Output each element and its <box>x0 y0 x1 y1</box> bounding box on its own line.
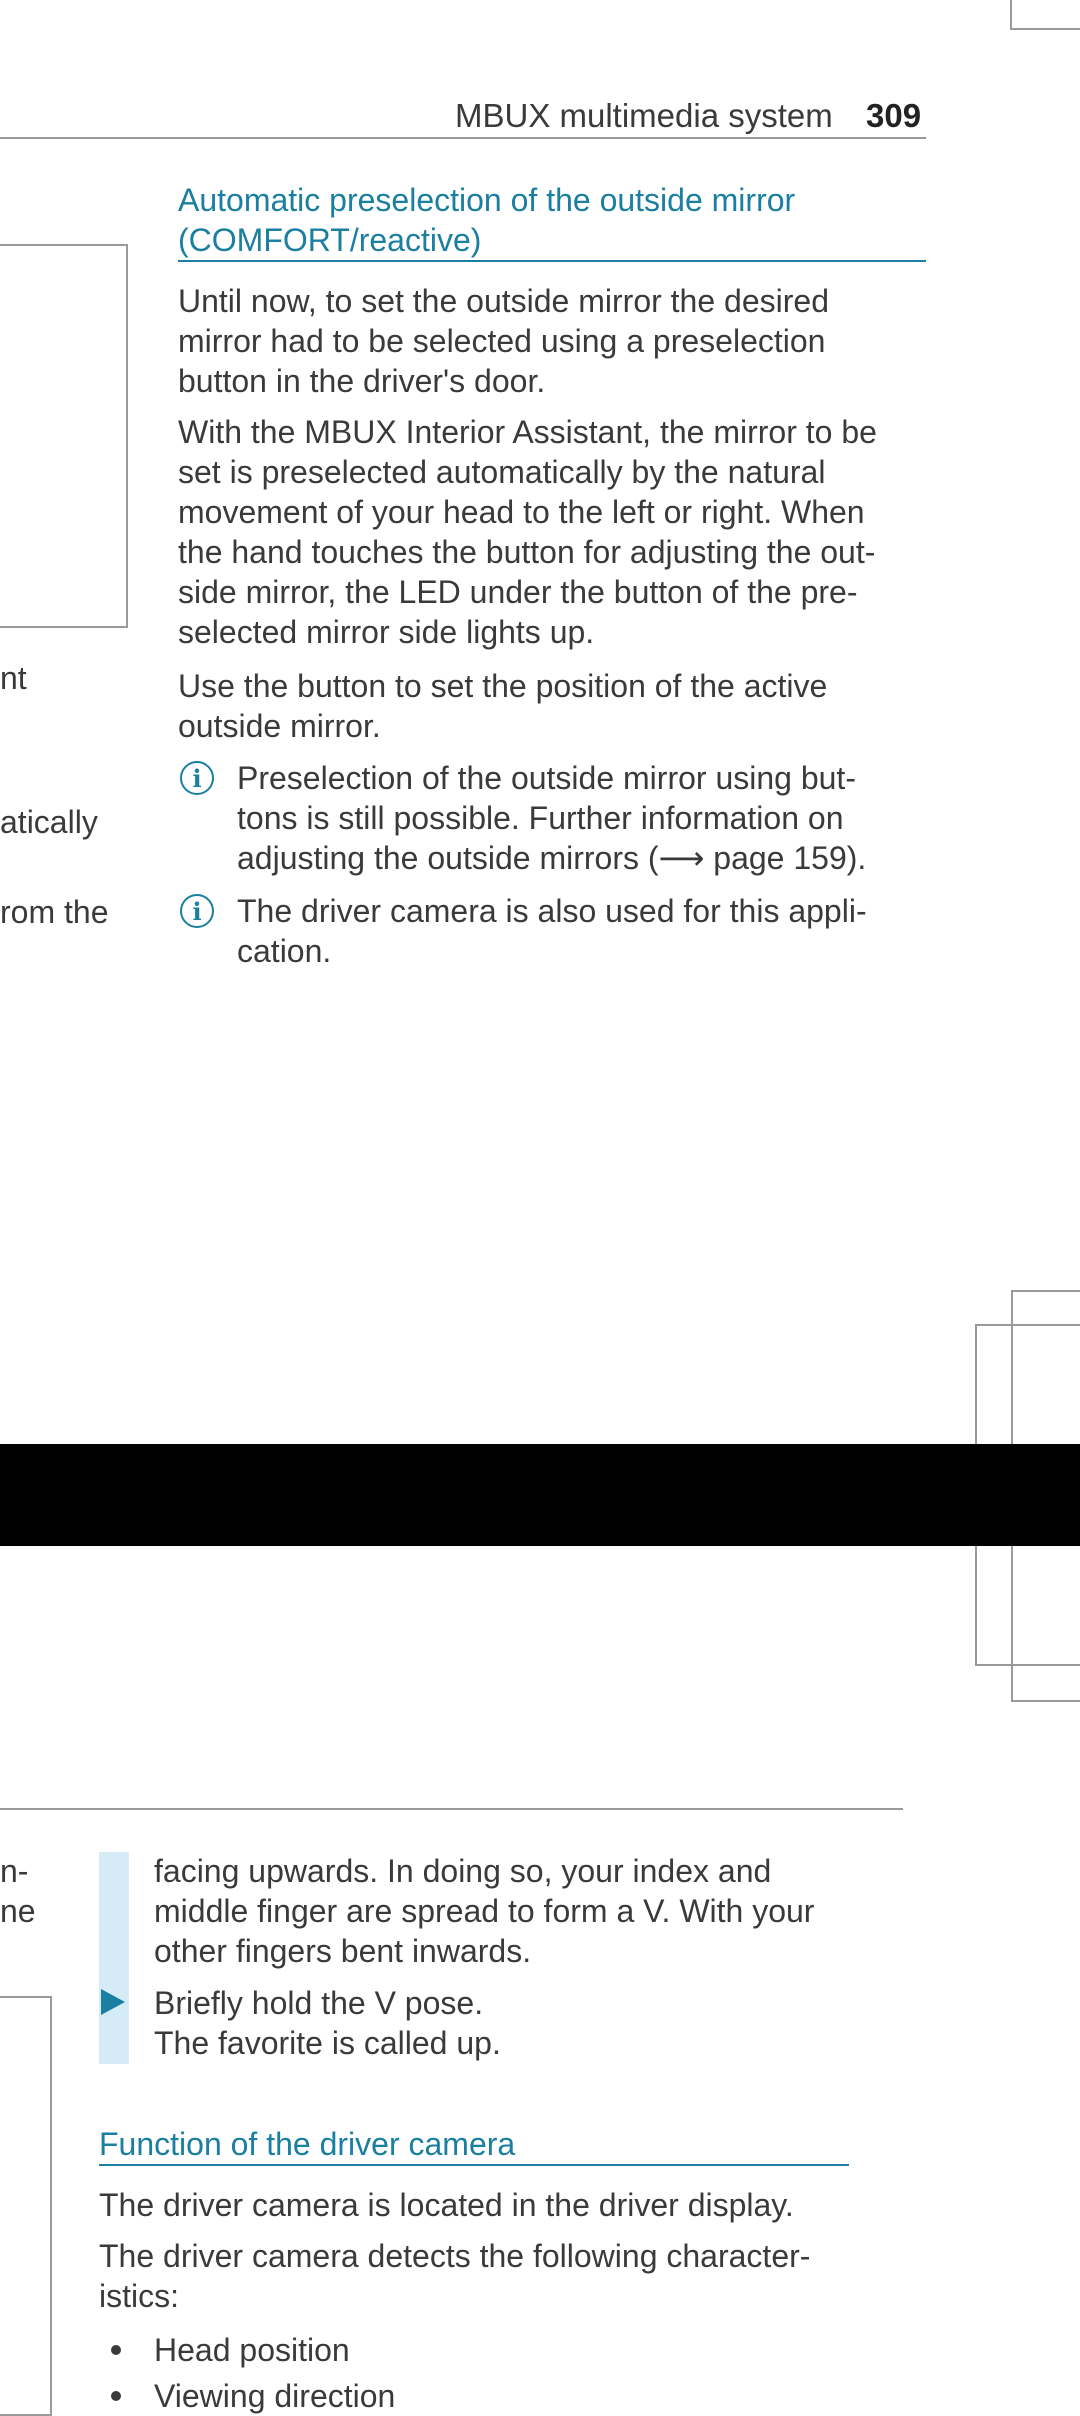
page-separator-bar <box>0 1444 1080 1546</box>
section-title: Function of the driver camera <box>99 2126 516 2162</box>
page-corner-frame <box>1010 0 1080 30</box>
left-fragment: n- <box>0 1853 29 1889</box>
footer-rule <box>0 1808 903 1810</box>
figure-box-left <box>0 1996 52 2416</box>
paragraph: With the MBUX Interior Assistant, the mirror to be set is preselected automatically by the natural movement of your head to the left or right. When the hand touches the button for adjusting the out- side mirror, the LED under the button of the pre- selected mirror side lights up. <box>178 414 877 650</box>
page-number: 309 <box>866 97 922 134</box>
step-action: Briefly hold the V pose. <box>154 1985 484 2021</box>
note-text: The driver camera is also used for this appli- cation. <box>237 893 867 969</box>
bullet-item: Head position <box>154 2332 350 2368</box>
step-continuation: facing upwards. In doing so, your index and middle finger are spread to form a V. With your other fingers bent inwards. <box>154 1853 815 1969</box>
section-title <box>178 180 795 260</box>
paragraph: The driver camera detects the following character- istics: <box>99 2238 811 2314</box>
step-result: The favorite is called up. <box>154 2025 501 2061</box>
note-text: Preselection of the outside mirror using but- tons is still possible. Further information on adjusting the outside mirrors (⟶ page 159). <box>237 760 867 876</box>
paragraph: The driver camera is located in the driver display. <box>99 2187 794 2223</box>
left-fragment: rom the <box>0 894 109 930</box>
bullet-item: Viewing direction <box>154 2378 396 2414</box>
left-fragment: ne <box>0 1893 36 1929</box>
header-rule <box>0 137 926 139</box>
figure-box-left <box>0 244 128 628</box>
left-fragment: nt <box>0 660 27 696</box>
section-title-line: Automatic preselection of the outside mirror <box>178 182 796 218</box>
section-title-line: (COMFORT/reactive) <box>178 222 482 258</box>
info-circle-icon: i <box>180 761 214 795</box>
info-circle-icon: i <box>180 894 214 928</box>
step-highlight-strip <box>99 1852 129 2064</box>
left-fragment: atically <box>0 804 98 840</box>
play-triangle-icon <box>101 1989 125 2015</box>
paragraph: Use the button to set the position of the active outside mirror. <box>178 668 828 744</box>
section-title-underline <box>99 2164 849 2166</box>
paragraph: Until now, to set the outside mirror the desired mirror had to be selected using a preselection button in the driver's door. <box>178 283 829 399</box>
section-title-underline <box>178 260 926 262</box>
bullet-dot-icon <box>111 2345 121 2355</box>
running-header-section: MBUX multimedia system <box>455 97 833 134</box>
